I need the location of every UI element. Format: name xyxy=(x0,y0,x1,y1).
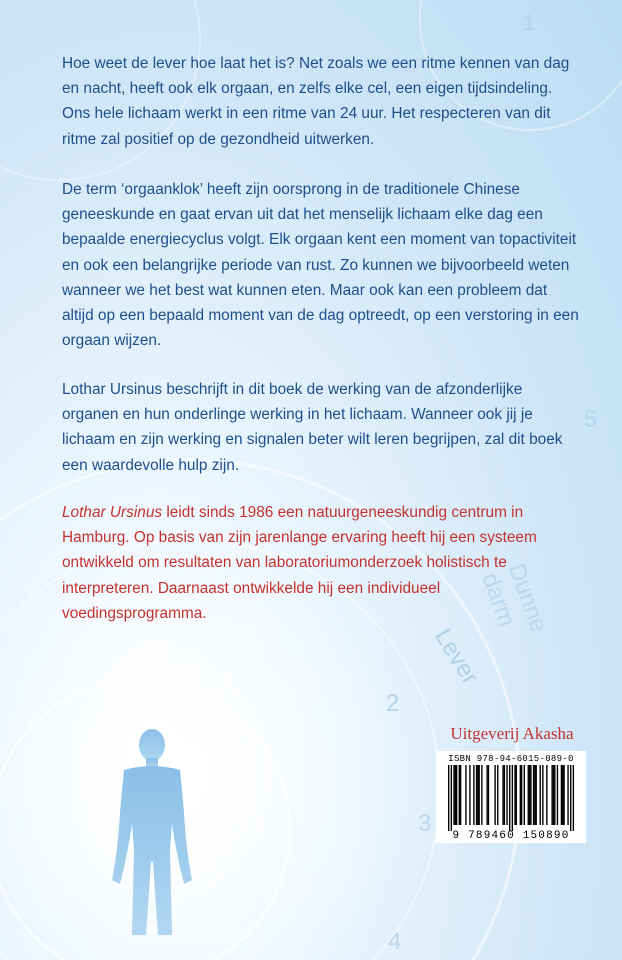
barcode-bar xyxy=(481,765,482,825)
barcode-bar xyxy=(497,765,498,825)
barcode-bar xyxy=(529,765,530,825)
author-bio-paragraph xyxy=(62,500,582,626)
barcode-bar xyxy=(516,765,517,825)
barcode-bar xyxy=(521,765,522,825)
barcode-bar xyxy=(465,765,466,825)
barcode-bar xyxy=(453,765,454,825)
clock-number-4: 4 xyxy=(388,928,402,955)
blurb-paragraph-3: Lothar Ursinus beschrijft in dit boek de werking van de afzonderlijke organen en hun onderlinge werking in het lichaam. Wanneer ook jij je lichaam en zijn werking en signalen beter wilt leren begrijpen, zal dit boek een waardevolle hulp zijn. xyxy=(62,381,563,474)
clock-number-3: 3 xyxy=(418,810,432,837)
blurb-paragraph-2: De term ‘orgaanklok’ heeft zijn oorsprong in de traditionele Chinese geneeskunde en gaat ervan uit dat het menselijk lichaam elke dag een bepaalde energiecyclus volgt. Elk orgaan kent een moment van topactiviteit en ook een belangrijke periode van rust. Zo kunnen we bijvoorbeeld weten wanneer we het best wat kunnen eten. Maar ook kan een probleem dat altijd op een bepaald moment van de dag optreedt, op een verstoring in een orgaan wijzen. xyxy=(62,181,579,350)
barcode-bar xyxy=(540,765,541,825)
barcode-bar xyxy=(455,765,456,825)
author-name: Lothar Ursinus xyxy=(62,504,163,521)
barcode-bar xyxy=(469,765,470,825)
barcode-bar xyxy=(561,765,562,825)
barcode-bar xyxy=(456,765,457,825)
barcode-bar xyxy=(448,765,449,831)
barcode-bar xyxy=(546,765,547,825)
barcode-bar xyxy=(451,765,452,831)
barcode-bar xyxy=(477,765,478,825)
barcode-bar xyxy=(479,765,480,825)
barcode-bar xyxy=(506,765,507,825)
barcode-bar xyxy=(459,765,460,825)
barcode-bar xyxy=(486,765,487,825)
barcode-bar xyxy=(553,765,554,825)
barcode-bar xyxy=(504,765,505,825)
barcode-bar xyxy=(473,765,474,825)
barcode-bar xyxy=(476,765,477,825)
clock-number-1: 1 xyxy=(523,10,536,35)
barcode-bar xyxy=(533,765,534,825)
barcode-bar xyxy=(570,765,571,831)
clock-number-2: 2 xyxy=(386,690,400,717)
barcode-bar xyxy=(563,765,564,825)
publisher-name: Uitgeverij Akasha xyxy=(450,724,574,743)
barcode-bar xyxy=(524,765,525,825)
barcode-bar xyxy=(514,765,515,825)
barcode-bar xyxy=(494,765,495,825)
barcode-bar xyxy=(542,765,543,825)
barcode-bar xyxy=(557,765,558,825)
barcode-bar xyxy=(562,765,563,825)
barcode-bar xyxy=(551,765,552,825)
background-label-dunne-darm: Dunne darm xyxy=(476,560,553,636)
barcode-bar xyxy=(460,765,461,825)
barcode-bar xyxy=(567,765,568,825)
isbn-label: ISBN 978-94-6015-089-0 xyxy=(448,754,574,764)
barcode-bar xyxy=(534,765,535,825)
isbn-barcode xyxy=(436,751,586,843)
author-bio-text: leidt sinds 1986 een natuurgeneeskundig centrum in Hamburg. Op basis van zijn jarenlange ervaring heeft hij een systeem ontwikkeld om resultaten van laboratoriumonderzoek holistisch te interpreteren. Daarnaast ontwikkelde hij een individueel voedingsprogramma. xyxy=(62,504,537,622)
barcode-bar xyxy=(502,765,503,825)
clock-number-5: 5 xyxy=(584,406,598,433)
barcode-bar xyxy=(554,765,555,825)
barcode-bar xyxy=(528,765,529,825)
barcode-bars xyxy=(436,765,586,831)
barcode-bar xyxy=(573,765,574,831)
barcode-bar xyxy=(530,765,531,825)
barcode-bar xyxy=(488,765,489,825)
barcode-digits: 9 789460 150890 xyxy=(452,830,570,842)
barcode-bar xyxy=(536,765,537,825)
background-label-lever: Lever xyxy=(429,624,484,690)
barcode-bar xyxy=(512,765,513,831)
blurb-paragraph-1: Hoe weet de lever hoe laat het is? Net zoals we een ritme kennen van dag en nacht, heeft ook elk orgaan, en zelfs elke cel, een eigen tijdsindeling. Ons hele lichaam werkt in een ritme van 24 uur. Het respecteren van dit ritme zal positief op de gezondheid uitwerken. xyxy=(62,55,570,148)
barcode-bar xyxy=(520,765,521,825)
barcode-bar xyxy=(509,765,510,831)
